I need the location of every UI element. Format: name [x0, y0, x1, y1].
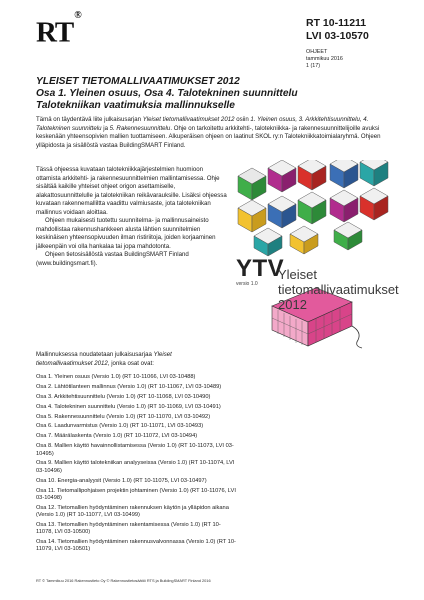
title-line-1: YLEISET TIETOMALLIVAATIMUKSET 2012	[36, 76, 240, 87]
lvi-code: LVI 03-10570	[306, 30, 369, 42]
document-codes	[306, 17, 369, 43]
series-item: Osa 2. Lähtötilanteen mallinnus (Versio 1.0) (RT 10-11067, LVI 03-10489)	[36, 383, 222, 390]
title-line-3: Talotekniikan vaatimuksia mallinnukselle	[36, 100, 235, 112]
document-meta	[306, 49, 343, 70]
registered-mark: ®	[74, 10, 82, 21]
series-item: Osa 8. Mallien käyttö havainnollistamisessa (Versio 1.0) (RT 10-11073, LVI 03-10495)	[36, 443, 234, 457]
rt-logo	[36, 10, 82, 49]
doc-date: tammikuu 2016	[306, 56, 343, 62]
ytv-logo: YTV	[236, 255, 285, 282]
cube-grid-icon	[238, 160, 388, 256]
series-item: Osa 10. Energia-analyysit (Versio 1.0) (RT 10-11075, LVI 03-10497)	[36, 477, 207, 484]
series-item: Osa 12. Tietomallien hyödyntäminen rakennuksen käytön ja ylläpidon aikana (Versio 1.0) (RT 10-11077, LVI 03-10499)	[36, 504, 229, 518]
document-title	[36, 76, 376, 113]
series-item: Osa 4. Talotekninen suunnittelu (Versio 1.0) (RT 10-11069, LVI 03-10491)	[36, 403, 221, 410]
body-column	[36, 166, 229, 268]
cover-version: versio 1.0	[236, 281, 258, 287]
intro-text-1: Tämä on täydentävä liite julkaisusarjan	[36, 116, 143, 123]
doc-type: OHJEET	[306, 49, 328, 55]
intro-italic-2: 1. Yleinen osuus, 3. Arkkitehtisuunnittelu, 4. Talotekninen suunnittelu	[36, 116, 369, 132]
series-item: Osa 7. Määrälaskenta (Versio 1.0) (RT 10-11072, LVI 03-10494)	[36, 433, 198, 440]
series-item: Osa 3. Arkkitehtisuunnittelu (Versio 1.0) (RT 10-11068, LVI 03-10490)	[36, 393, 211, 400]
series-item: Osa 9. Mallien käyttö talotekniikan analyyseissa (Versio 1.0) (RT 10-11074, LVI 03-10496)	[36, 460, 235, 474]
rt-code: RT 10-11211	[306, 17, 367, 29]
intro-italic-1: Yleiset tietomallivaatimukset 2012	[142, 116, 235, 123]
rt-logo-text: RT	[36, 16, 74, 49]
title-line-2: Osa 1. Yleinen osuus, Osa 4. Talotekninen suunnittelu	[36, 88, 298, 100]
series-intro-italic: Yleiset tietomallivaatimukset 2012	[36, 351, 172, 367]
series-list	[36, 374, 236, 556]
intro-text-3: ja	[101, 124, 110, 132]
series-item: Osa 11. Tietomallipohjaisen projektin johtaminen (Versio 1.0) (RT 10-11076, LVI 03-10498)	[36, 487, 236, 501]
page-footer: RT © Tammikuu 2016 Rakennustieto Oy © Rakennustietosäätiö RTS ja BuildingSMART Finland 2016	[36, 578, 211, 583]
series-item: Osa 5. Rakennesuunnittelu (Versio 1.0) (RT 10-11070, LVI 03-10492)	[36, 413, 211, 420]
intro-paragraph	[36, 116, 386, 150]
intro-text-2: osiin	[234, 116, 251, 123]
body-paragraph-1: Tässä ohjeessa kuvataan talotekniikkajärjestelmien huomioon ottamista arkkitehti- ja rakennesuunnittelmien mallintamisessa. Ohje sisältää kaikille yhteiset ohjeet origon asettamiselle, alakattosuunnittelulle ja talotekniikan reikävarauksille. Lisäksi ohjeessa kuvataan rakennemalliltta vaadittu valmiusaste, jota talotekniikan mallinnus voidaan aloittaa.	[36, 166, 227, 216]
page-number: 1 (17)	[306, 63, 321, 69]
series-item: Osa 13. Tietomallien hyödyntäminen rakentamisessa (Versio 1.0) (RT 10-11078, LVI 03-10500)	[36, 521, 221, 536]
intro-text-4: . Ohje on tarkoitettu arkkitehti-, talotekniikka- ja rakennesuunnittelijoille avuksi keskenään yhteensopivien mallien tuottamiseen. Alkuperäisen ohjeen on laatinut SKOL ry:n Talotekniikkatoimialaryhmä. Ohjeen ylläpidosta ja sisällöstä vastaa BuildingSMART Finland.	[36, 124, 381, 149]
cover-title	[278, 267, 424, 312]
cover-title-line-2: 2012	[278, 297, 307, 312]
series-item: Osa 6. Laadunvarmistus (Versio 1.0) (RT 10-11071, LVI 03-10493)	[36, 423, 204, 430]
intro-italic-3: 5. Rakennesuunnittelu	[109, 124, 171, 132]
body-paragraph-3: Ohjeen tietosisällöstä vastaa BuildingSMART Finland (www.buildingsmart.fi).	[36, 251, 189, 267]
series-intro	[36, 351, 226, 368]
series-item: Osa 1. Yleinen osuus (Versio 1.0) (RT 10-11066, LVI 03-10488)	[36, 374, 196, 380]
cover-title-line-1: Yleiset tietomallivaatimukset	[278, 267, 399, 297]
series-intro-text: Mallinnuksessa noudatetaan julkaisusarjaa	[36, 351, 154, 358]
series-intro-text-end: , jonka osat ovat:	[107, 359, 154, 367]
body-paragraph-2: Ohjeen mukaisesti tuotettu suunnitelma- ja mallinnusaineisto mahdollistaa rakennushankkeen alusta lähtien suunnitelmien keskinäisen yhteensopivuuden ilman ristiriitoja, joiden korjaaminen jälkeenpäin voi olla hankalaa tai jopa mahdotonta.	[36, 217, 216, 250]
series-item: Osa 14. Tietomallien hyödyntäminen rakennusvalvonnassa (Versio 1.0) (RT 10-11079, LVI 03-10501)	[36, 539, 236, 553]
